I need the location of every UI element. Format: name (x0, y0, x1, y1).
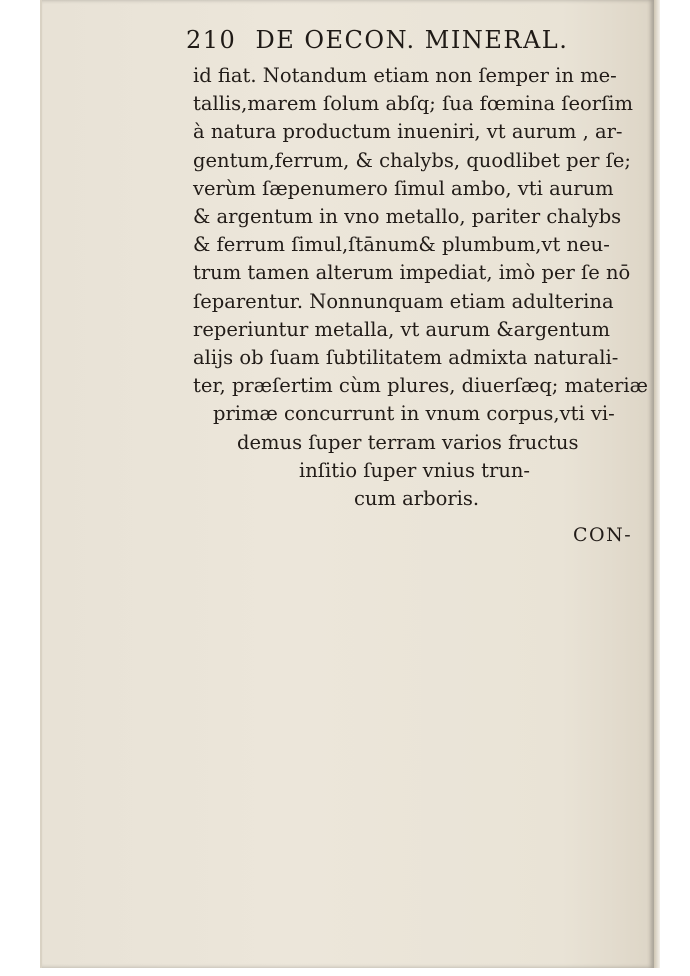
text-line: alijs ob ſuam ſubtilitatem admixta naturali- (193, 346, 619, 370)
running-title: DE OECON. MINERAL. (255, 26, 569, 54)
page-right-edge (654, 0, 660, 968)
text-line: ſeparentur. Nonnunquam etiam adulterina (193, 289, 614, 313)
text-line: cum arboris. (354, 487, 480, 511)
text-line: & ferrum ſimul,ſtānum& plumbum,vt neu- (193, 233, 610, 257)
page-number: 210 (186, 26, 237, 54)
text-line: ter, præſertim cùm plures, diuerſæq; materiæ (193, 374, 648, 398)
text-line: & argentum in vno metallo, pariter chalybs (193, 205, 622, 229)
running-header (186, 26, 586, 54)
text-line: gentum,ferrum, & chalybs, quodlibet per ſe; (193, 148, 631, 172)
text-line: reperiuntur metalla, vt aurum &argentum (193, 317, 611, 341)
text-line: trum tamen alterum impediat, imò per ſe nō (193, 261, 631, 285)
text-line: verùm ſæpenumero ſimul ambo, vti aurum (193, 176, 614, 200)
text-line: primæ concurrunt in vnum corpus,vti vi- (213, 402, 615, 426)
text-line: inſitio ſuper vnius trun- (299, 458, 531, 482)
text-line: demus ſuper terram varios fructus (237, 430, 579, 454)
body-text (193, 62, 648, 513)
text-line: tallis,marem ſolum abſq; ſua fœmina ſeorſim (193, 92, 634, 116)
text-line: à natura productum inueniri, vt aurum , ar- (193, 120, 623, 144)
text-line: id fiat. Notandum etiam non ſemper in me- (193, 64, 617, 87)
catchword: CON- (573, 524, 633, 546)
